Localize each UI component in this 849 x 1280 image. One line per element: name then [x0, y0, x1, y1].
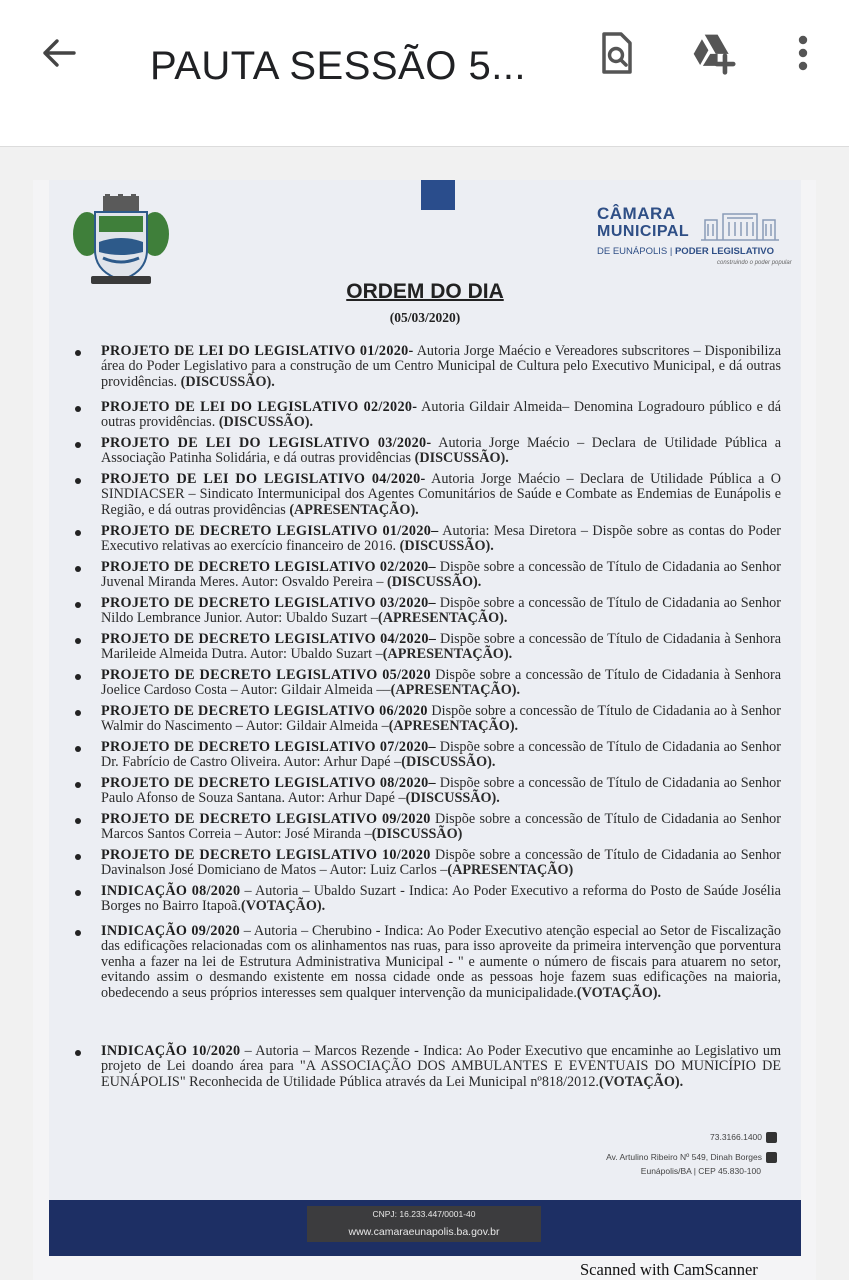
- agenda-item-status: (VOTAÇÃO).: [598, 1073, 684, 1090]
- agenda-item-status: (DISCUSSÃO).: [396, 538, 494, 555]
- agenda-item-heading: PROJETO DE DECRETO LEGISLATIVO 07/2020–: [101, 739, 436, 755]
- bullet-icon: [75, 638, 81, 644]
- agenda-item-body: Dispõe sobre a concessão de Título de Cidadania à Senhora Marileide Almeida Dutra. Autor: Ubaldo Suzart –: [101, 631, 781, 663]
- bullet-icon: [75, 442, 81, 448]
- bullet-icon: [75, 350, 81, 356]
- camara-word: CÂMARA: [597, 204, 676, 223]
- agenda-item-heading: INDICAÇÃO 08/2020: [101, 883, 241, 899]
- agenda-item-text: [101, 560, 781, 591]
- agenda-item-heading: INDICAÇÃO 10/2020: [101, 1043, 241, 1059]
- agenda-item-body: – Autoria – Marcos Rezende - Indica: Ao Poder Executivo que encaminhe ao Legislativo um projeto de Lei doando área para "A ASSOCIAÇÃO DOS AMBULANTES E EVENTUAIS DO MUNICÍPIO DE EUNÁPOLIS" Reconhecida de Utilidade Pública através da Lei Municipal nº818/2012.: [101, 1043, 781, 1090]
- bullet-icon: [75, 478, 81, 484]
- agenda-item: [49, 884, 801, 918]
- building-icon: [699, 208, 781, 242]
- agenda-item-status: (DISCUSSÃO).: [411, 450, 509, 467]
- municipal-crest-icon: [69, 194, 173, 290]
- ordem-do-dia-title: ORDEM DO DIA: [346, 280, 504, 303]
- agenda-item-text: [101, 596, 781, 627]
- bullet-icon: [75, 710, 81, 716]
- agenda-item-text: [101, 924, 781, 1001]
- agenda-item-status: (APRESENTAÇÃO).: [378, 610, 508, 627]
- scanned-sheet: [49, 180, 801, 1256]
- document-search-icon[interactable]: [594, 28, 640, 78]
- bullet-icon: [75, 1050, 81, 1056]
- agenda-item-body: Dispõe sobre a concessão de Título de Cidadania ao Senhor Nildo Lembrance Junior. Autor: Ubaldo Suzart –: [101, 595, 781, 627]
- agenda-item-body: Dispõe sobre a concessão de Título de Cidadania à Senhora Joelice Cardoso Costa – Autor: Gildair Almeida ––: [101, 667, 781, 699]
- agenda-item: [49, 596, 801, 630]
- agenda-item-body: Dispõe sobre a concessão de Título de Cidadania ao Senhor Paulo Afonso de Souza Santana. Autor: Arhur Dapé –: [101, 775, 781, 807]
- agenda-item: [49, 848, 801, 882]
- agenda-item: [49, 344, 801, 394]
- agenda-item-status: (DISCUSSÃO).: [401, 754, 496, 771]
- bullet-icon: [75, 602, 81, 608]
- agenda-item-text: [101, 524, 781, 555]
- agenda-item: [49, 472, 801, 522]
- agenda-item: [49, 400, 801, 434]
- bullet-icon: [75, 674, 81, 680]
- agenda-item-body: Autoria Gildair Almeida– Denomina Logradouro público e dá outras providências.: [101, 399, 781, 431]
- agenda-item-text: [101, 848, 781, 879]
- agenda-item-heading: PROJETO DE DECRETO LEGISLATIVO 01/2020–: [101, 523, 439, 539]
- agenda-item-heading: INDICAÇÃO 09/2020: [101, 923, 240, 939]
- agenda-item-status: (APRESENTAÇÃO).: [390, 682, 521, 699]
- camara-tagline: construindo o poder popular: [717, 260, 792, 266]
- agenda-item-body: Dispõe sobre a concessão de Título de Cidadania ao Senhor Juvenal Miranda Meres. Autor: Osvaldo Pereira –: [101, 559, 781, 591]
- agenda-item-status: (APRESENTAÇÃO).: [285, 501, 419, 518]
- camscanner-watermark: Scanned with CamScanner: [580, 1260, 758, 1279]
- address-line1: Av. Artulino Ribeiro Nº 549, Dinah Borges: [606, 1152, 777, 1163]
- agenda-item: [49, 560, 801, 594]
- website-text: www.camaraeunapolis.ba.gov.br: [348, 1226, 500, 1238]
- agenda-item-text: [101, 400, 781, 431]
- agenda-item-status: (DISCUSSÃO).: [383, 574, 482, 591]
- bullet-icon: [75, 854, 81, 860]
- session-date: (05/03/2020): [389, 310, 461, 325]
- agenda-item: [49, 668, 801, 702]
- address-line2: Eunápolis/BA | CEP 45.830-100: [640, 1166, 761, 1176]
- camara-sub-right: PODER LEGISLATIVO: [674, 246, 775, 257]
- agenda-item-text: [101, 704, 781, 735]
- agenda-item-heading: PROJETO DE DECRETO LEGISLATIVO 10/2020: [101, 847, 431, 863]
- agenda-item-body: Dispõe sobre a concessão de Título de Cidadania ao Senhor Davinalson José Domiciano de Matos – Autor: Luiz Carlos –: [101, 847, 781, 879]
- bullet-icon: [75, 818, 81, 824]
- bullet-icon: [75, 530, 81, 536]
- agenda-item: [49, 436, 801, 470]
- agenda-item-heading: PROJETO DE DECRETO LEGISLATIVO 05/2020: [101, 667, 431, 683]
- phone-icon: [766, 1132, 777, 1143]
- agenda-item-status: (APRESENTAÇÃO).: [388, 718, 519, 735]
- agenda-item-text: [101, 740, 781, 771]
- agenda-item-text: [101, 812, 781, 843]
- agenda-item-body: Dispõe sobre a concessão de Título de Cidadania ao Senhor Dr. Fabrício de Castro Oliveira. Autor: Arhur Dapé –: [101, 739, 781, 771]
- agenda-item-heading: PROJETO DE DECRETO LEGISLATIVO 06/2020: [101, 703, 428, 719]
- agenda-item-body: Dispõe sobre a concessão de Título de Cidadania ao à Senhor Walmir do Nascimento – Autor: Gildair Almeida –: [101, 703, 781, 735]
- agenda-item-body: Autoria Jorge Maécio – Declara de Utilidade Pública a Associação Patinha Solidária, e dá outras providências: [101, 435, 781, 467]
- agenda-item-text: [101, 436, 781, 467]
- bullet-icon: [75, 782, 81, 788]
- municipal-word: MUNICIPAL: [597, 223, 690, 240]
- agenda-item: [49, 776, 801, 810]
- bullet-icon: [75, 930, 81, 936]
- agenda-item-status: (DISCUSSÃO).: [405, 790, 500, 807]
- agenda-item-status: (DISCUSSÃO).: [177, 373, 275, 390]
- agenda-item-text: [101, 884, 781, 915]
- agenda-item-body: Dispõe sobre a concessão de Título de Cidadania ao Senhor Marcos Santos Correia – Autor: José Miranda –: [101, 811, 781, 843]
- agenda-item-body: Autoria Jorge Maécio – Declara de Utilidade Pública a O SINDIACSER – Sindicato Intermunicipal dos Agentes Comunitários de Saúde e Combate as Endemias de Eunápolis e Região, e dá outras providências: [101, 471, 781, 518]
- agenda-item-heading: PROJETO DE DECRETO LEGISLATIVO 02/2020–: [101, 559, 436, 575]
- cnpj-text: CNPJ: 16.233.447/0001-40: [372, 1209, 476, 1219]
- app-toolbar: [0, 0, 849, 147]
- header-blue-square: [421, 180, 455, 210]
- agenda-item-body: Autoria: Mesa Diretora – Dispõe sobre as contas do Poder Executivo relativas ao exercício financeiro de 2016.: [101, 523, 781, 555]
- agenda-item-heading: PROJETO DE DECRETO LEGISLATIVO 09/2020: [101, 811, 431, 827]
- agenda-item: [49, 924, 801, 1034]
- agenda-item-heading: PROJETO DE DECRETO LEGISLATIVO 04/2020–: [101, 631, 437, 647]
- add-to-drive-icon[interactable]: [690, 28, 736, 78]
- arrow-back-icon[interactable]: [36, 30, 82, 76]
- document-page[interactable]: [33, 180, 816, 1280]
- agenda-item-heading: PROJETO DE DECRETO LEGISLATIVO 08/2020–: [101, 775, 436, 791]
- agenda-item-status: (DISCUSSÃO): [371, 826, 463, 843]
- agenda-item-status: (APRESENTAÇÃO): [447, 862, 574, 879]
- bullet-icon: [75, 746, 81, 752]
- agenda-item-heading: PROJETO DE LEI DO LEGISLATIVO 01/2020-: [101, 343, 414, 359]
- agenda-item-heading: PROJETO DE LEI DO LEGISLATIVO 03/2020-: [101, 435, 432, 451]
- agenda-item-text: [101, 632, 781, 663]
- agenda-item-status: (DISCUSSÃO).: [215, 414, 314, 431]
- agenda-item-text: [101, 668, 781, 699]
- agenda-item: [49, 524, 801, 558]
- location-pin-icon: [766, 1152, 777, 1163]
- agenda-item: [49, 812, 801, 846]
- bullet-icon: [75, 566, 81, 572]
- agenda-item-heading: PROJETO DE LEI DO LEGISLATIVO 04/2020-: [101, 471, 426, 487]
- agenda-item: [49, 1044, 801, 1114]
- agenda-item-status: (APRESENTAÇÃO).: [382, 646, 513, 663]
- agenda-item: [49, 740, 801, 774]
- bullet-icon: [75, 890, 81, 896]
- camara-subtitle: [597, 246, 774, 257]
- document-title: PAUTA SESSÃO 5...: [150, 44, 527, 88]
- agenda-item-text: [101, 472, 781, 518]
- agenda-item: [49, 704, 801, 738]
- agenda-item: [49, 632, 801, 666]
- camara-logo: [597, 204, 797, 270]
- agenda-item-body: Autoria Jorge Maécio e Vereadores subscritores – Disponibiliza área do Poder Legislativo para a construção de um Centro Municipal de Cultura pelo Executivo Municipal, e dá outras providências.: [101, 343, 781, 390]
- agenda-item-text: [101, 776, 781, 807]
- agenda-item-status: (VOTAÇÃO).: [241, 898, 326, 915]
- bullet-icon: [75, 406, 81, 412]
- agenda-item-text: [101, 1044, 781, 1090]
- phone-number: 73.3166.1400: [710, 1132, 777, 1143]
- agenda-item-body: – Autoria – Ubaldo Suzart - Indica: Ao Poder Executivo a reforma do Posto de Saúde Josélia Borges no Bairro Itapoã.: [101, 883, 781, 915]
- agenda-item-status: (VOTAÇÃO).: [576, 984, 662, 1001]
- agenda-item-text: [101, 344, 781, 390]
- agenda-item-heading: PROJETO DE DECRETO LEGISLATIVO 03/2020–: [101, 595, 436, 611]
- agenda-item-heading: PROJETO DE LEI DO LEGISLATIVO 02/2020-: [101, 399, 418, 415]
- camara-sub-left: DE EUNÁPOLIS |: [597, 246, 673, 257]
- agenda-item-body: – Autoria – Cherubino - Indica: Ao Poder Executivo atenção especial ao Setor de Fiscalização das edificações relacionadas com os alinhamentos nas ruas, para isso aproveite da primeira intervenção que porventura venha a fazer na lei de Estrutura Administrativa Municipal - " e aumente o número de fiscais para atuarem no setor, evitando assim o desmando existente em nossa cidade onde as pessoas hoje fazem suas edificações na maioria, obedecendo a seus próprios interesses sem qualquer intervenção da municipalidade.: [101, 923, 781, 1001]
- more-vert-icon[interactable]: [782, 28, 824, 78]
